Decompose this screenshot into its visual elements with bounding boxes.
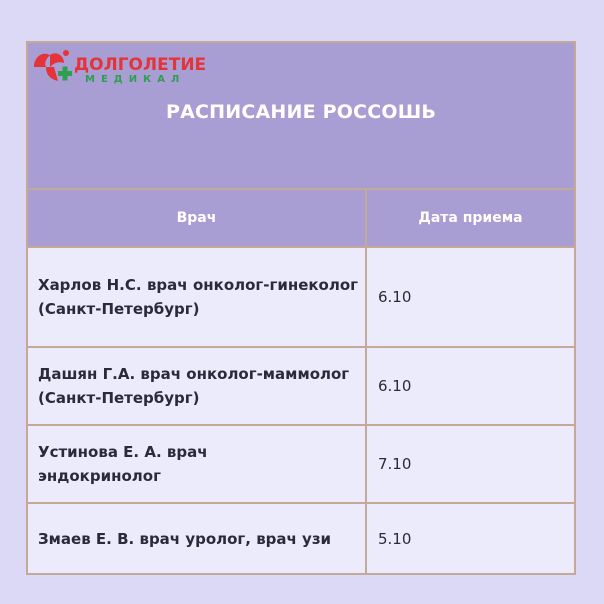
logo-subname: МЕДИКАЛ — [85, 74, 186, 85]
table-row-doctor — [38, 426, 358, 502]
doctor-name: Устинова Е. А. врач эндокринолог — [38, 443, 208, 485]
table-row-doctor — [38, 248, 358, 346]
header-panel — [28, 43, 574, 188]
table-row-doctor — [38, 504, 358, 573]
page-title: РАСПИСАНИЕ РОССОШЬ — [165, 101, 437, 123]
table-row-date — [378, 348, 558, 424]
appointment-date: 6.10 — [378, 377, 412, 395]
table-row-date — [378, 504, 558, 573]
logo — [28, 45, 218, 89]
schedule-card — [26, 41, 576, 575]
medical-cross-logo-icon — [28, 45, 78, 89]
appointment-date: 5.10 — [378, 529, 412, 548]
doctor-name: Дашян Г.А. врач онколог-маммолог (Санкт-Петербург) — [38, 365, 350, 407]
doctor-name: Харлов Н.С. врач онколог-гинеколог (Санкт-Петербург) — [38, 276, 358, 318]
column-header-doctor: Врач — [28, 190, 365, 246]
logo-name: ДОЛГОЛЕТИЕ — [74, 55, 207, 75]
table-row-date — [378, 248, 558, 346]
column-header-date: Дата приема — [367, 190, 574, 246]
table-row-date — [378, 426, 558, 502]
appointment-date: 7.10 — [378, 455, 412, 473]
doctor-name: Змаев Е. В. врач уролог, врач узи — [38, 529, 332, 548]
appointment-date: 6.10 — [378, 288, 412, 306]
table-row-doctor — [38, 348, 358, 424]
